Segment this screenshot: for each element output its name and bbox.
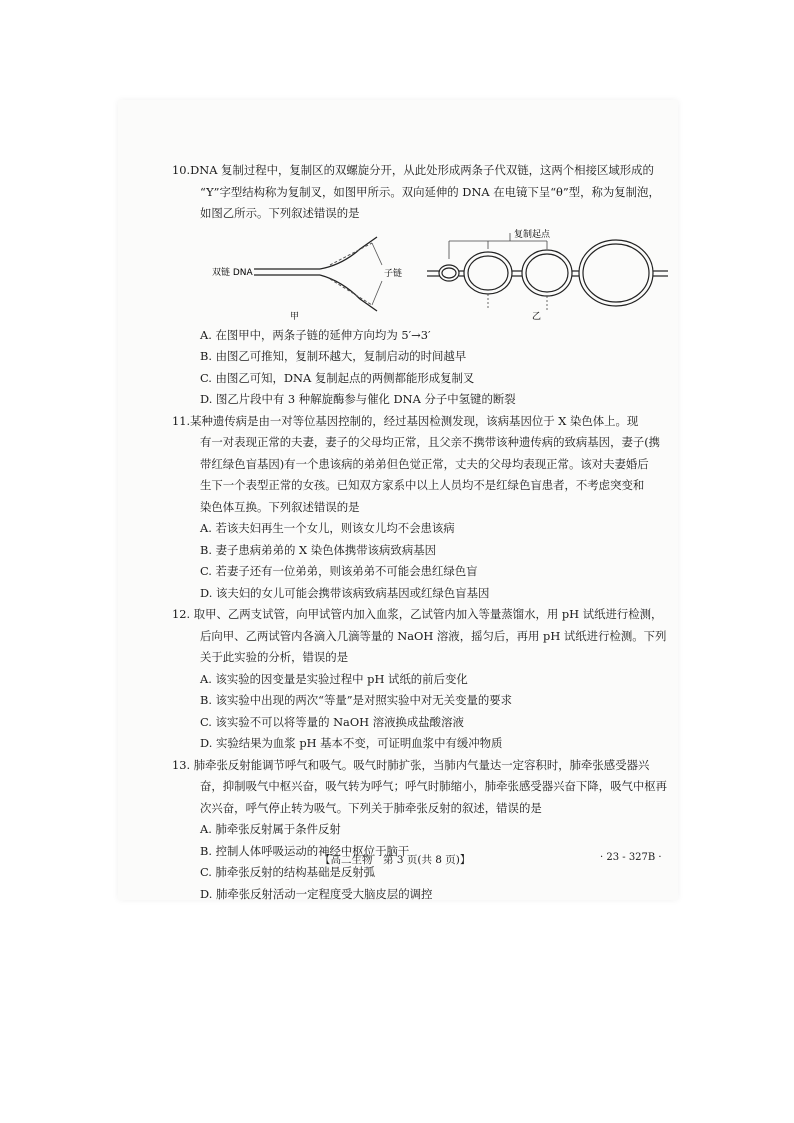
question-11-stem-line-2: 有一对表现正常的夫妻，妻子的父母均正常，且父亲不携带该种遗传病的致病基因，妻子(携 (200, 435, 661, 449)
question-11-option-c: C. 若妻子还有一位弟弟，则该弟弟不可能会患红绿色盲 (200, 564, 478, 578)
replication-diagram (172, 229, 672, 323)
question-12-stem-line-2: 后向甲、乙两试管内各滴入几滴等量的 NaOH 溶液，摇匀后，再用 pH 试纸进行检测。下列 (200, 628, 667, 643)
question-10-option-b: B. 由图乙可推知，复制环越大，复制启动的时间越早 (200, 349, 467, 363)
exam-content (172, 160, 672, 905)
question-10-option-c: C. 由图乙可知，DNA 复制起点的两侧都能形成复制叉 (200, 370, 475, 385)
question-12-stem-line-1: 12. 取甲、乙两支试管，向甲试管内加入血浆，乙试管内加入等量蒸馏水，用 pH 试纸进行检测， (172, 607, 663, 621)
question-11 (172, 411, 672, 605)
figure-jia-fork (254, 237, 382, 311)
question-12 (172, 604, 672, 755)
question-12-option-b: B. 该实验中出现的两次“等量”是对照实验中对无关变量的要求 (200, 693, 513, 707)
label-double-dna: 双链 DNA (212, 267, 253, 278)
question-11-option-a: A. 若该夫妇再生一个女儿，则该女儿均不会患该病 (200, 521, 455, 535)
question-11-stem-line-5: 染色体互换。下列叙述错误的是 (200, 499, 360, 514)
paper-code: · 23 - 327B · (600, 852, 662, 863)
question-13 (172, 755, 672, 906)
question-10 (172, 160, 672, 411)
question-12-option-d: D. 实验结果为血浆 pH 基本不变，可证明血浆中有缓冲物质 (200, 736, 503, 750)
question-13-stem-line-2: 奋，抑制吸气中枢兴奋，吸气转为呼气；呼气时肺缩小，肺牵张感受器兴奋下降，吸气中枢再 (200, 779, 668, 793)
label-yi: 乙 (532, 311, 542, 322)
question-12-option-a: A. 该实验的因变量是实验过程中 pH 试纸的前后变化 (200, 671, 468, 686)
question-11-stem-line-1: 11.某种遗传病是由一对等位基因控制的，经过基因检测发现，该病基因位于 X 染色体上。现 (172, 413, 639, 428)
question-13-option-d: D. 肺牵张反射活动一定程度受大脑皮层的调控 (200, 886, 433, 901)
question-10-option-d: D. 图乙片段中有 3 种解旋酶参与催化 DNA 分子中氢键的断裂 (200, 392, 516, 406)
question-11-option-d: D. 该夫妇的女儿可能会携带该病致病基因或红绿色盲基因 (200, 585, 490, 600)
label-child-strand: 子链 (384, 268, 403, 279)
question-12-stem-line-3: 关于此实验的分析，错误的是 (200, 650, 349, 664)
question-10-stem-line-2: “Y”字型结构称为复制叉，如图甲所示。双向延伸的 DNA 在电镜下呈“θ”型，称为复制泡， (200, 184, 660, 199)
question-13-option-a: A. 肺牵张反射属于条件反射 (200, 822, 341, 836)
question-10-option-a: A. 在图甲中，两条子链的延伸方向均为 5′→3′ (200, 327, 431, 342)
label-origin: 复制起点 (514, 229, 551, 240)
question-13-stem-line-3: 次兴奋，呼气停止转为吸气。下列关于肺牵张反射的叙述，错误的是 (200, 800, 542, 815)
question-13-stem-line-1: 13. 肺牵张反射能调节呼气和吸气。吸气时肺扩张，当肺内气量达一定容积时，肺牵张感受器兴 (172, 757, 650, 772)
question-11-stem-line-4: 生下一个表型正常的女孩。已知双方家系中以上人员均不是红绿色盲患者，不考虑突变和 (200, 478, 645, 492)
question-11-option-b: B. 妻子患病弟弟的 X 染色体携带该病致病基因 (200, 542, 436, 557)
label-jia: 甲 (290, 311, 300, 322)
question-12-option-c: C. 该实验不可以将等量的 NaOH 溶液换成盐酸溶液 (200, 714, 464, 729)
page-footer: 【高二生物 第 3 页(共 8 页)】 (320, 854, 471, 866)
question-10-stem-line-3: 如图乙所示。下列叙述错误的是 (200, 206, 360, 220)
question-11-stem-line-3: 带红绿色盲基因)有一个患该病的弟弟但色觉正常，丈夫的父母均表现正常。该对夫妻婚后 (200, 456, 649, 471)
question-13-option-c: C. 肺牵张反射的结构基础是反射弧 (200, 865, 376, 879)
question-13-option-b: B. 控制人体呼吸运动的神经中枢位于脑干 (200, 843, 410, 858)
question-10-figure (172, 229, 672, 323)
question-10-stem-line-1: 10.DNA 复制过程中，复制区的双螺旋分开，从此处形成两条子代双链，这两个相接区域形成的 (172, 163, 654, 177)
figure-yi-bubbles (427, 240, 668, 306)
